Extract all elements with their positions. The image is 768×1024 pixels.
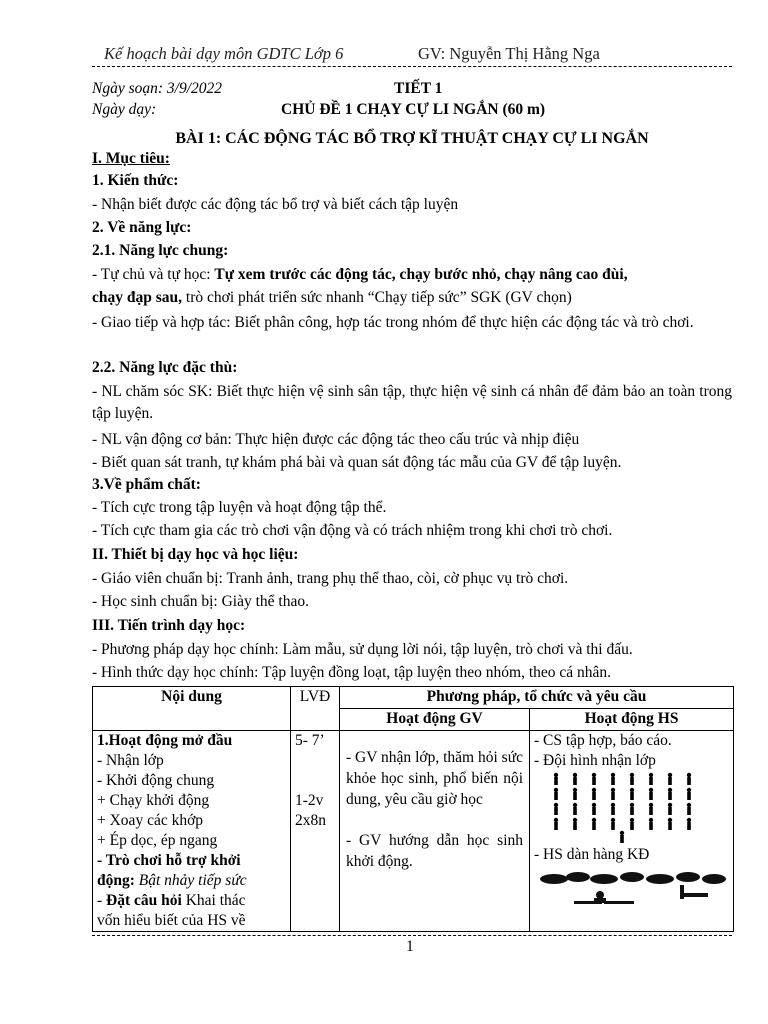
content-item: + Ép dọc, ép ngang	[97, 832, 218, 849]
form-text: - Hình thức dạy học chính: Tập luyện đồng loạt, tập luyện theo nhóm, theo cá nhân.	[92, 664, 612, 681]
lvd-value: 2x8n	[295, 812, 326, 829]
communication-text: - Giao tiếp và hợp tác: Biết phân công, hợp tác trong nhóm để thực hiện các động tác và trò chơi.	[92, 314, 694, 331]
qualities-text-1: - Tích cực trong tập luyện và hoạt động tập thể.	[92, 499, 387, 516]
teacher-activity-2: - GV hướng dẫn học sinh khởi động.	[346, 832, 523, 870]
formation-people-icon	[534, 771, 730, 843]
self-study-line-2: chạy đạp sau, trò chơi phát triển sức nhanh “Chạy tiếp sức” SGK (GV chọn)	[92, 289, 572, 306]
knowledge-text: - Nhận biết được các động tác bổ trợ và biết cách tập luyện	[92, 196, 459, 213]
content-item: - Đặt câu hỏi Khai thác	[97, 892, 246, 909]
lesson-title: BÀI 1: CÁC ĐỘNG TÁC BỔ TRỢ KĨ THUẬT CHẠY CỰ LI NGẮN	[175, 130, 649, 147]
lvd-value: 1-2v	[295, 792, 324, 809]
section-competence: 2. Về năng lực:	[92, 219, 192, 236]
col-header-lvd: LVĐ	[291, 687, 340, 731]
content-item: vốn hiểu biết của HS về	[97, 912, 246, 929]
qualities-text-2: - Tích cực tham gia các trò chơi vận động và có trách nhiệm trong khi chơi trò chơi.	[92, 522, 613, 539]
student-activity-2: - Đội hình nhận lớp	[534, 752, 656, 769]
footer-divider	[92, 935, 732, 936]
student-prep-text: - Học sinh chuẩn bị: Giày thể thao.	[92, 593, 309, 610]
content-item: + Xoay các khớp	[97, 812, 204, 829]
student-activity-cell	[530, 731, 734, 932]
header-plan: Kế hoạch bài dạy môn GDTC Lớp 6	[104, 44, 344, 63]
content-item: - Khởi động chung	[97, 772, 215, 789]
self-study-line: - Tự chủ và tự học: Tự xem trước các động tác, chạy bước nhỏ, chạy nâng cao đùi,	[92, 266, 628, 283]
content-item: - Trò chơi hỗ trợ khởi	[97, 852, 241, 869]
page-number: 1	[406, 938, 414, 955]
observation-text: - Biết quan sát tranh, tự khám phá bài và quan sát động tác mẫu của GV để tập luyện.	[92, 454, 622, 471]
content-item: + Chạy khởi động	[97, 792, 210, 809]
warmup-image	[534, 865, 729, 913]
student-activity-3: - HS dàn hàng KĐ	[534, 846, 650, 863]
formation-diagram	[534, 771, 729, 843]
col-header-teacher: Hoạt động GV	[340, 709, 530, 731]
motor-skill-text: - NL vận động cơ bản: Thực hiện được các động tác theo cấu trúc và nhịp điệu	[92, 431, 580, 448]
stretching-people-icon	[534, 865, 730, 913]
content-item: động: Bật nhảy tiếp sức	[97, 872, 247, 889]
topic-title: CHỦ ĐỀ 1 CHẠY CỰ LI NGẮN (60 m)	[281, 101, 546, 118]
section-general-competence: 2.1. Năng lực chung:	[92, 242, 229, 259]
section-equipment: II. Thiết bị dạy học và học liệu:	[92, 546, 299, 563]
teacher-prep-text: - Giáo viên chuẩn bị: Tranh ảnh, trang phụ thể thao, còi, cờ phục vụ trò chơi.	[92, 570, 569, 587]
header-teacher: GV: Nguyễn Thị Hằng Nga	[418, 44, 600, 63]
lvd-value: 5- 7’	[295, 732, 325, 749]
lesson-table	[92, 686, 734, 932]
teacher-activity-1: - GV nhận lớp, thăm hỏi sức khỏe học sinh, phổ biến nội dung, yêu cầu giờ học	[346, 749, 523, 808]
prep-date: Ngày soạn: 3/9/2022	[92, 80, 223, 97]
health-care-text: - NL chăm sóc SK: Biết thực hiện vệ sinh sân tập, thực hiện vệ sinh cá nhân để đảm bảo an toàn trong tập luyện.	[92, 383, 732, 422]
col-header-content: Nội dung	[93, 687, 291, 731]
activity-title: 1.Hoạt động mở đầu	[97, 732, 233, 749]
header-divider	[92, 66, 732, 67]
col-header-method: Phương pháp, tổ chức và yêu cầu	[340, 687, 734, 709]
section-qualities: 3.Về phẩm chất:	[92, 476, 201, 493]
content-cell	[93, 731, 291, 932]
section-specific-competence: 2.2. Năng lực đặc thù:	[92, 359, 238, 376]
teach-date: Ngày dạy:	[92, 101, 157, 118]
lvd-cell	[291, 731, 340, 932]
content-item: - Nhận lớp	[97, 752, 164, 769]
student-activity-1: - CS tập hợp, báo cáo.	[534, 732, 672, 749]
section-knowledge: 1. Kiến thức:	[92, 172, 179, 189]
section-process: III. Tiến trình dạy học:	[92, 617, 246, 634]
teacher-activity-cell	[340, 731, 530, 932]
section-objectives: I. Mục tiêu:	[92, 150, 170, 167]
method-text: - Phương pháp dạy học chính: Làm mẫu, sử dụng lời nói, tập luyện, trò chơi và thi đấu.	[92, 641, 633, 658]
col-header-student: Hoạt động HS	[530, 709, 734, 731]
lesson-number: TIẾT 1	[394, 80, 443, 97]
